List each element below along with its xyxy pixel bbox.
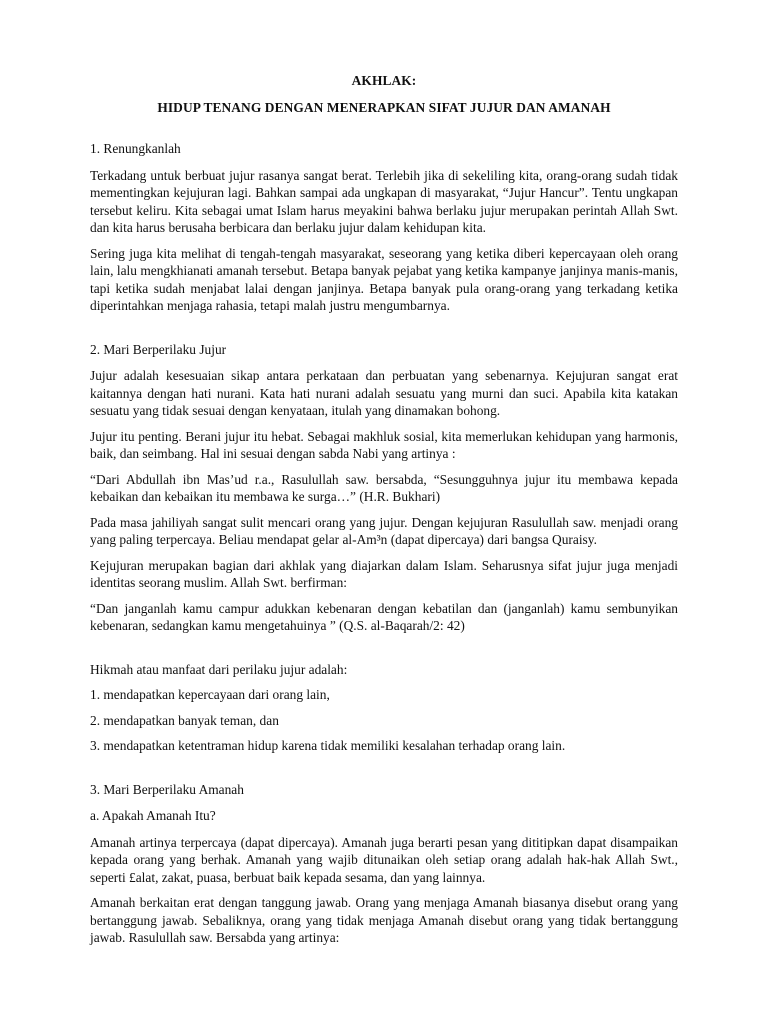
section-2-paragraph: Jujur adalah kesesuaian sikap antara perkataan dan perbuatan yang sebenarnya. Kejujuran sangat erat kaitannya dengan hati nurani. Kata hati nurani adalah sesuatu yang murni dan suci. Apabila kita katakan sesuatu yang tidak sesuai dengan kenyataan, itulah yang dinamakan bohong.: [90, 368, 678, 418]
section-3-paragraph: Amanah berkaitan erat dengan tanggung jawab. Orang yang menjaga Amanah biasanya disebut orang yang bertanggung jawab. Sebaliknya, orang yang tidak menjaga Amanah disebut orang yang tidak bertanggung jawab. Rasulullah saw. Bersabda yang artinya:: [90, 895, 678, 945]
section-2-paragraph: Kejujuran merupakan bagian dari akhlak yang diajarkan dalam Islam. Seharusnya sifat jujur juga menjadi identitas seorang muslim. Allah Swt. berfirman:: [90, 557, 678, 590]
section-3-paragraph: Amanah artinya terpercaya (dapat dipercaya). Amanah juga berarti pesan yang dititipkan dapat disampaikan kepada orang yang berhak. Amanah yang wajib ditunaikan oleh setiap orang adalah hak-hak Allah Swt., seperti £alat, zakat, puasa, berbuat baik kepada sesama, dan yang lainnya.: [90, 834, 678, 885]
section-2-heading: 2. Mari Berperilaku Jujur: [90, 341, 227, 357]
section-1-heading: 1. Renungkanlah: [90, 141, 181, 156]
section-1-paragraph: Terkadang untuk berbuat jujur rasanya sangat berat. Terlebih jika di sekeliling kita, orang-orang sudah tidak mementingkan kejujuran lagi. Bahkan sampai ada ungkapan di masyarakat, “Jujur Hancur”. Tentu ungkapan tersebut keliru. Kita sebagai umat Islam harus meyakini bahwa berlaku jujur merupakan perintah Allah Swt. dan kita harus berusaha berbicara dan berlaku jujur dalam kehidupan kita.: [90, 167, 678, 235]
quran-quote: “Dan janganlah kamu campur adukkan kebenaran dengan kebatilan dan (janganlah) kamu sembunyikan kebenaran, sedangkan kamu mengetahuinya ” (Q.S. al-Baqarah/2: 42): [90, 600, 678, 633]
section-2-paragraph: Pada masa jahiliyah sangat sulit mencari orang yang jujur. Dengan kejujuran Rasulullah saw. menjadi orang yang paling terpercaya. Beliau mendapat gelar al-Am³n (dapat dipercaya) dari bangsa Quraisy.: [90, 514, 678, 547]
hikmah-intro: Hikmah atau manfaat dari perilaku jujur adalah:: [90, 661, 348, 677]
section-2-paragraph: Jujur itu penting. Berani jujur itu hebat. Sebagai makhluk sosial, kita memerlukan kehidupan yang harmonis, baik, dan seimbang. Hal ini sesuai dengan sabda Nabi yang artinya :: [90, 428, 678, 461]
hikmah-list-item: 2. mendapatkan banyak teman, dan: [90, 712, 279, 728]
document-subtitle: HIDUP TENANG DENGAN MENERAPKAN SIFAT JUJUR DAN AMANAH: [157, 99, 611, 115]
section-1-paragraph: Sering juga kita melihat di tengah-tengah masyarakat, seseorang yang ketika diberi kepercayaan oleh orang lain, lalu mengkhianati amanah tersebut. Betapa banyak pejabat yang ketika kampanye janjinya manis-manis, tapi ketika sudah menjabat lalai dengan janjinya. Betapa banyak pula orang-orang yang terkadang ketika diperintahkan menjaga rahasia, tetapi malah justru mengumbarnya.: [90, 245, 678, 313]
document-title: AKHLAK:: [351, 73, 417, 88]
section-3-heading: 3. Mari Berperilaku Amanah: [90, 781, 244, 797]
hadith-quote: “Dari Abdullah ibn Mas’ud r.a., Rasulullah saw. bersabda, “Sesungguhnya jujur itu membawa kepada kebaikan dan kebaikan itu membawa ke surga…” (H.R. Bukhari): [90, 471, 678, 504]
hikmah-list-item: 3. mendapatkan ketentraman hidup karena tidak memiliki kesalahan terhadap orang lain.: [90, 738, 566, 753]
document-page: [90, 72, 678, 947]
hikmah-list-item: 1. mendapatkan kepercayaan dari orang lain,: [90, 687, 330, 702]
section-3-subheading: a. Apakah Amanah Itu?: [90, 808, 216, 823]
